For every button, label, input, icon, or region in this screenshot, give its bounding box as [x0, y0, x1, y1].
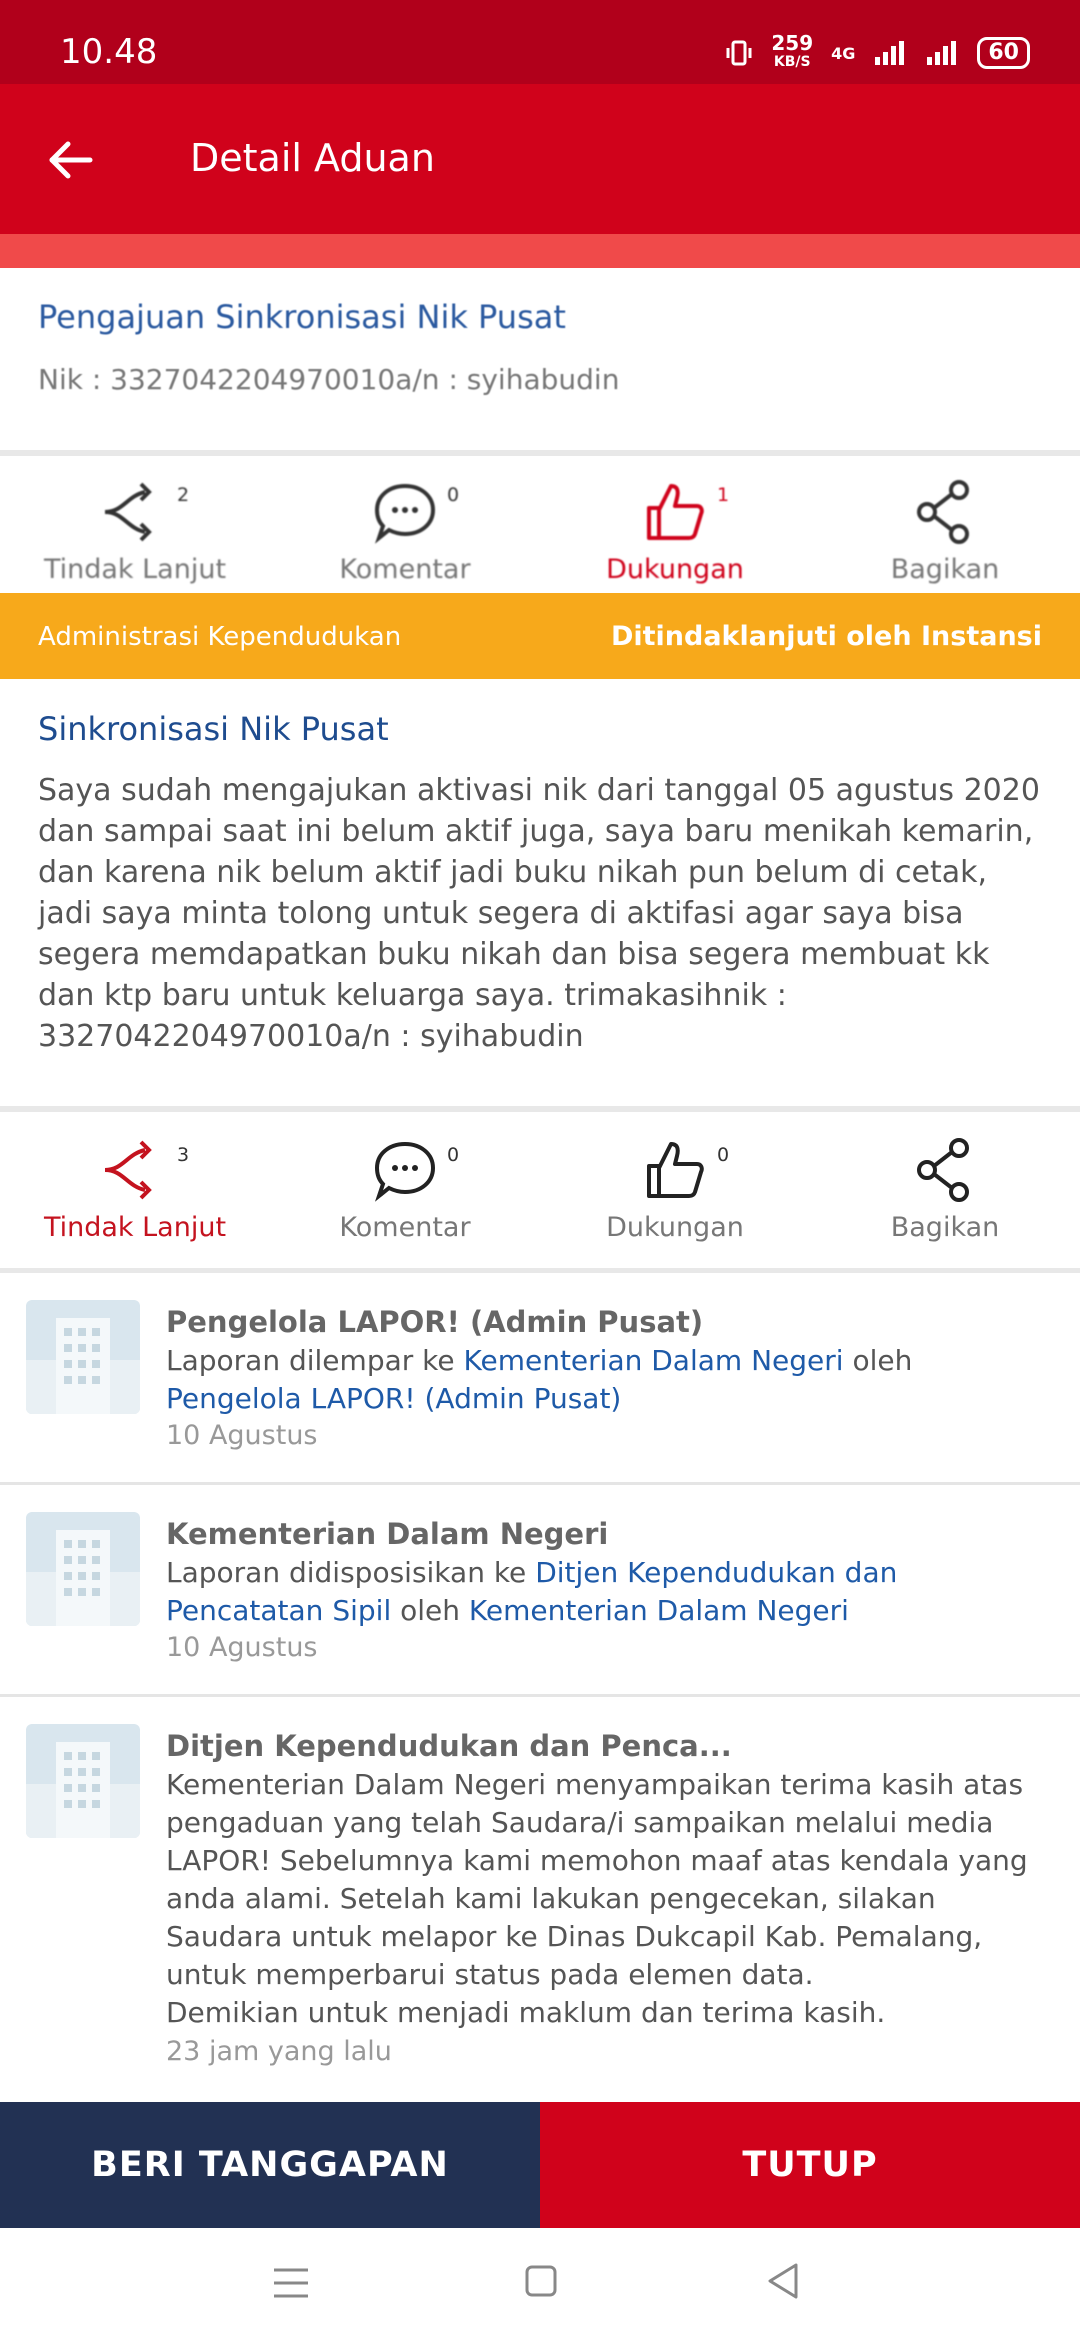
menu-icon[interactable]	[272, 2266, 310, 2300]
comment-icon	[371, 478, 439, 546]
forward-icon	[101, 1136, 169, 1204]
parent-actions	[0, 478, 1080, 593]
parent-action-tindak-lanjut[interactable]: 2 Tindak Lanjut	[0, 478, 270, 593]
action-bagikan[interactable]: Bagikan	[810, 1136, 1080, 1268]
timeline-author: Ditjen Kependudukan dan Penca...	[166, 1729, 732, 1763]
parent-action-bagikan[interactable]: Bagikan	[810, 478, 1080, 593]
building-icon	[26, 1724, 140, 1838]
page-title: Detail Aduan	[190, 136, 435, 180]
battery-icon: 60	[977, 37, 1030, 69]
thumbs-up-icon	[641, 1136, 709, 1204]
parent-action-komentar[interactable]: 0 Komentar	[270, 478, 540, 593]
parent-report-title[interactable]: Pengajuan Sinkronisasi Nik Pusat	[38, 298, 566, 336]
parent-report-subtitle: Nik : 3327042204970010a/n : syihabudin	[38, 363, 620, 396]
signal-icon-2	[925, 39, 959, 67]
network-speed: 259 KB/S	[771, 31, 814, 70]
timeline-text: Kementerian Dalam Negeri menyampaikan terima kasih atas pengaduan yang telah Saudara/i sampaikan melalui media LAPOR! Sebelumnya kami memohon maaf atas kendala yang anda alami. Setelah kami lakukan pengecekan, silakan Saudara untuk melapor ke Dinas Dukcapil Kab. Pemalang, untuk memperbarui status pada elemen data. Demikian untuk menjadi maklum dan terima kasih.	[166, 1768, 1028, 2029]
forward-icon	[101, 478, 169, 546]
timeline-text: Laporan dilempar ke Kementerian Dalam Negeri oleh Pengelola LAPOR! (Admin Pusat)	[166, 1344, 913, 1415]
timeline-date: 23 jam yang lalu	[166, 2036, 392, 2067]
back-arrow-icon[interactable]	[44, 132, 100, 188]
agency-link[interactable]: Pengelola LAPOR! (Admin Pusat)	[166, 1382, 622, 1415]
status-time: 10.48	[60, 32, 158, 72]
avatar	[26, 1300, 140, 1414]
action-tindak-lanjut[interactable]: 3 Tindak Lanjut	[0, 1136, 270, 1268]
action-komentar[interactable]: 0 Komentar	[270, 1136, 540, 1268]
action-dukungan[interactable]: 0 Dukungan	[540, 1136, 810, 1268]
app-bar	[0, 84, 1080, 234]
header-strip	[0, 234, 1080, 268]
timeline-date: 10 Agustus	[166, 1420, 318, 1451]
divider	[0, 1268, 1080, 1273]
category-bar	[0, 593, 1080, 679]
agency-link[interactable]: Ditjen Kependudukan dan Pencatatan Sipil	[166, 1556, 898, 1627]
comment-icon	[371, 1136, 439, 1204]
report-body: Saya sudah mengajukan aktivasi nik dari tanggal 05 agustus 2020 dan sampai saat ini belum aktif juga, saya baru menikah kemarin, dan karena nik belum aktif jadi buku nikah pun belum di cetak, jadi saya minta tolong untuk segera di aktifasi agar saya bisa segera memdapatkan buku nikah dan bisa segera membuat kk dan ktp baru untuk keluarga saya. trimakasihnik : 3327042204970010a/n : syihabudin	[38, 773, 1040, 1054]
close-button[interactable]: TUTUP	[540, 2102, 1080, 2228]
divider	[0, 450, 1080, 456]
thumbs-up-icon	[641, 478, 709, 546]
report-title: Sinkronisasi Nik Pusat	[38, 710, 389, 748]
share-icon	[911, 478, 979, 546]
category-label: Administrasi Kependudukan	[38, 622, 402, 652]
vibrate-icon	[725, 39, 753, 67]
network-type: 4G	[831, 43, 856, 63]
divider	[0, 1106, 1080, 1112]
respond-button[interactable]: BERI TANGGAPAN	[0, 2102, 540, 2228]
timeline-date: 10 Agustus	[166, 1632, 318, 1663]
avatar	[26, 1512, 140, 1626]
timeline-text: Laporan didisposisikan ke Ditjen Kependudukan dan Pencatatan Sipil oleh Kementerian Dalam Negeri	[166, 1556, 898, 1627]
parent-action-dukungan[interactable]: 1 Dukungan	[540, 478, 810, 593]
agency-link[interactable]: Kementerian Dalam Negeri	[463, 1344, 844, 1377]
home-icon[interactable]	[524, 2264, 558, 2298]
signal-icon	[873, 39, 907, 67]
status-label: Ditindaklanjuti oleh Instansi	[610, 621, 1042, 652]
divider	[0, 1694, 1080, 1697]
timeline-author: Kementerian Dalam Negeri	[166, 1517, 609, 1551]
report-actions	[0, 1136, 1080, 1268]
building-icon	[26, 1300, 140, 1414]
building-icon	[26, 1512, 140, 1626]
avatar	[26, 1724, 140, 1838]
divider	[0, 1482, 1080, 1485]
system-nav-bar	[0, 2228, 1080, 2340]
status-bar	[0, 0, 1080, 84]
share-icon	[911, 1136, 979, 1204]
back-icon[interactable]	[766, 2262, 800, 2300]
agency-link[interactable]: Kementerian Dalam Negeri	[468, 1594, 849, 1627]
timeline-author: Pengelola LAPOR! (Admin Pusat)	[166, 1305, 704, 1339]
